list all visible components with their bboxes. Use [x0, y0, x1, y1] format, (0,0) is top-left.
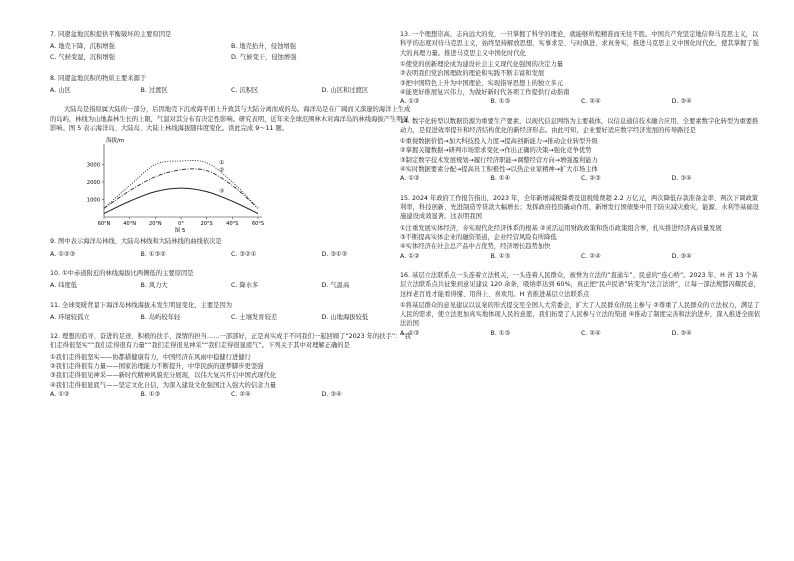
option-b: B. ①④	[490, 175, 511, 183]
option-b: B. 风力大	[140, 282, 168, 290]
statement-4: ④能更好推展复兴伟力，为做好新时代各项工作提供行动指南	[400, 88, 570, 96]
treeline-chart-svg	[68, 135, 288, 235]
series-line-1	[104, 161, 258, 209]
x-tick-label: 40°S	[226, 221, 239, 228]
statement-2: ②表明我们党治国理政的理论和实践不断丰富和发展	[400, 70, 545, 78]
question-13-options	[400, 97, 762, 106]
series-line-3	[104, 188, 258, 213]
question-15-stem: 15. 2024 年政府工作报告指出，2023 年，全年新增减税降费及退税缓费超 2.2 万亿元，两次降低存款准备金率、两次下调政策利率，科技创新、先进制造等贷款大幅增长；发挥政府投资撬动作用，新增发行国债集中用于防灾减灾救灾，能源、水利等基础设施建设成效显著。这表明我国	[400, 194, 759, 221]
option-b: B. 地壳抬升，侵蚀增强	[231, 43, 296, 51]
statement-4: ④我们走得很显底气——坚定文化自信，为深入建设文化强国注入强大的信念力量	[50, 381, 277, 389]
option-d: D. 山地海拔较低	[321, 313, 369, 321]
statements: ①将基层群众的意见建议以议案的形式提交至全国人大常委会，扩大了人民群众的民主参与 ②尊重了人民群众的立法权力，满足了人民的需求，使立法更加真实地体现人民的意愿，我们拓宽了人民参与立法的渠道 ④推动了制度完善和法治进步，深入推进全面依法治国	[400, 301, 761, 328]
option-c: C. ②④	[581, 329, 601, 337]
chart-caption: 图 5	[174, 228, 186, 235]
question-7	[50, 30, 412, 64]
option-a: A. ①②	[400, 252, 420, 260]
option-a: A. 环境较孤立	[50, 313, 90, 321]
option-b: B. 过渡区	[140, 87, 168, 95]
question-15	[400, 194, 762, 261]
question-8	[50, 74, 412, 96]
statement-1: ①使党的创新理论成为建设社会主义现代化强国的决定力量	[400, 60, 564, 68]
question-9-stem: 9. 图中表示海洋岛林线、大陆岛林线和大陆林线的曲线依次是	[50, 238, 222, 246]
option-c: C. ②③	[581, 175, 601, 183]
question-9-options	[50, 250, 412, 259]
question-12-stem: 12. 理想的追寻、奋进的足迹、积极的扶手、深情的担当……一部部好，正是真实成手不同我们一起回顾了“2023 年的扶手”：“我们走得很坚实”“我们走得很有力量”“我们走得很见神采”“我们走得很显底气”。下列关于其中对理解正确的是	[50, 333, 411, 350]
x-tick-label: 20°S	[200, 221, 213, 228]
statement-1: ①我们走得很坚实——协都措健康有力，中国经济在风雨中稳健行进健行	[50, 353, 251, 361]
chart-y-ticks	[87, 163, 104, 204]
option-a: A. 纬度低	[50, 282, 78, 290]
statement-3: ③我们走得很见神采——新时代精神风貌充分展现，以伟大复兴开启中国式现代化	[50, 372, 277, 380]
statement-4: ④实体经济在社会总产品中占优势，经济增长趋势加快	[400, 243, 551, 251]
statement-3: ③不断提高实体企业的融资渠道，企业经营风险有所降低	[400, 233, 557, 241]
option-d: D. ③④	[671, 175, 692, 183]
question-14-options	[400, 174, 762, 183]
chart-series-labels	[219, 160, 224, 195]
option-c: C. ②④	[581, 98, 601, 106]
option-a: A. ①②	[50, 391, 70, 399]
option-b: B. ①③	[490, 98, 511, 106]
question-15-options	[400, 252, 762, 261]
left-column	[50, 30, 412, 409]
question-13	[400, 30, 762, 107]
question-7-options	[50, 42, 412, 63]
option-b: B. ①③	[490, 252, 511, 260]
statement-1-2: ①注重发展实体经济，夯实现代化经济体系的根基 ②灵活运用财政政策和货币政策组合拳，扎实推进经济高质量发展	[400, 224, 722, 232]
option-c: C. ②④	[231, 391, 251, 399]
option-d: D. ③④	[321, 391, 342, 399]
option-a: A. ①②	[400, 98, 420, 106]
question-12-options	[50, 390, 412, 399]
chart-x-ticks	[98, 217, 264, 227]
question-11-options	[50, 313, 412, 322]
option-a: A. ①②③	[50, 250, 76, 258]
statement-1: ①重视数据价值→加大科技投入力度→提高创新能力→推动企业转型升级	[400, 138, 598, 146]
reading-passage: 大陆岛是指原属大陆的一部分，后因地壳下沉或海平面上升致其与大陆分离而成的岛。海洋岛是在广阔而又深邃的海洋上生成的岛屿，林线为山地森林生长的上限，气温对其分布有决定性影响。研究表明，近年来全球范围林木对海洋岛的林线海拔产生明显影响。图 5 表示海洋岛、大陆岛、大陆上林线海拔随纬度变化。读此完成 9～11 题。	[50, 106, 411, 132]
question-14-stem: 14. 数字化转型以数据资源为重要生产要素，以现代信息网络为主要载体，以信息通信技术融合应用、全要素数字化转型为重要推动力，是促进效率提升和经济结构优化的新经济形态。由此可知，企业要好适应数字经济发展的传导路径是	[400, 117, 759, 134]
question-11	[50, 301, 412, 323]
option-c: C. ③②①	[231, 250, 257, 258]
option-a: A. ①②	[400, 175, 420, 183]
option-a: A. 地壳下降，沉积增强	[50, 43, 115, 51]
x-tick-label: 0°	[178, 221, 184, 228]
question-16	[400, 271, 762, 338]
question-10-stem: 10. ①中赤道附近的林线海拔比两侧低的主要原因是	[50, 269, 194, 277]
question-16-stem: 16. 基层立法联系点一头连着立法机关，一头连着人民群众，被誉为立法的“直通车”、民意的“连心桥”。2023 年，H 省 13 个基层立法联系点共征集到意见建议 120 余条，吸纳率达到 60%，真正把“民声民语”转变为“法言法语”，让每一部法规都闪耀民意，这样老百姓才能看得懂、用得上、喜欢用。H 省推进基层立法联系点	[400, 271, 760, 298]
option-b: B. ①③②	[140, 250, 166, 258]
right-column	[400, 30, 762, 348]
treeline-chart	[68, 135, 288, 235]
option-b: B. ①③	[490, 329, 511, 337]
option-b: B. ①③	[140, 391, 161, 399]
option-d: D. ③④	[671, 98, 692, 106]
question-10	[50, 269, 412, 291]
question-8-options	[50, 86, 412, 95]
option-a: A. ①②	[400, 329, 420, 337]
statement-4: ④实时数据要素分配→提高员工积极性→以热企业家精神→扩大市场主体	[400, 166, 598, 174]
y-tick-label: 3000	[86, 162, 100, 169]
option-c: C. 沉积区	[231, 87, 259, 95]
series-label-1: ①	[219, 160, 225, 167]
option-b: B. 岛屿较年轻	[140, 313, 181, 321]
statement-3: ③把中国特色上升为中国理论，实现指导思想上的独立多元	[400, 79, 564, 87]
y-tick-label: 2000	[86, 180, 100, 187]
option-a: A. 山区	[50, 87, 71, 95]
question-9	[50, 237, 412, 259]
chart-y-axis-label: 海拔/m	[106, 138, 125, 145]
question-13-stem: 13. 一个理想崇高、志向远大的党，一旦掌握了科学的理论，就能够所程精准而无往不胜。中国共产党坚定地信仰马克思主义，以科学的态度对待马克思主义，始终坚持解放思想、实事求是、与时俱进、求真务实，推进马克思主义中国化时代化，使其掌握了强大的真理力量。推进马克思主义中国化时代化	[400, 31, 759, 57]
series-label-2: ②	[219, 167, 225, 174]
series-label-3: ③	[219, 188, 225, 195]
option-d: D. ③①②	[321, 250, 348, 258]
x-tick-label: 40°N	[123, 221, 136, 228]
statement-2: ②掌握关键数据→研判市场需求变化→作出正确的决策→强化竞争优势	[400, 147, 592, 155]
option-d: D. 山区和过渡区	[321, 87, 369, 95]
question-8-stem: 8. 同遼盆地沉积的物质主要来源于	[50, 74, 147, 82]
question-12	[50, 332, 412, 399]
option-c: C. 气候变湿，沉积增强	[50, 54, 116, 62]
statement-2: ②我们走得很有力量——国家治理能力不断提升，中华民族的逐梦脚步更坚强	[50, 363, 264, 371]
option-c: C. ②④	[581, 252, 601, 260]
x-tick-label: 60°S	[251, 221, 265, 228]
question-11-stem: 11. 全球变暖背景下海洋岛林线海拔未发生明显变化，主要是因为	[50, 301, 233, 309]
option-d: D. 气温高	[321, 282, 350, 290]
statement-3: ③制定数字技术发展规划→履行经济职能→调整经营方向→增强盈利能力	[400, 156, 598, 164]
question-14	[400, 117, 762, 184]
chart-series	[104, 161, 258, 214]
option-d: D. ③④	[671, 329, 692, 337]
option-d: D. 气候变干，侵蚀增强	[231, 54, 297, 62]
question-7-stem: 7. 同遼盆地沉积提供平衡破坏的主要原因是	[50, 31, 172, 38]
option-d: D. ③④	[671, 252, 692, 260]
chart-axes	[104, 144, 262, 217]
question-16-options	[400, 329, 762, 338]
option-c: C. 土壤发育较差	[231, 313, 278, 321]
question-10-options	[50, 281, 412, 290]
x-tick-label: 20°N	[149, 221, 162, 228]
y-tick-label: 1000	[86, 197, 100, 204]
x-tick-label: 60°N	[97, 221, 111, 228]
option-c: C. 降水多	[231, 282, 259, 290]
